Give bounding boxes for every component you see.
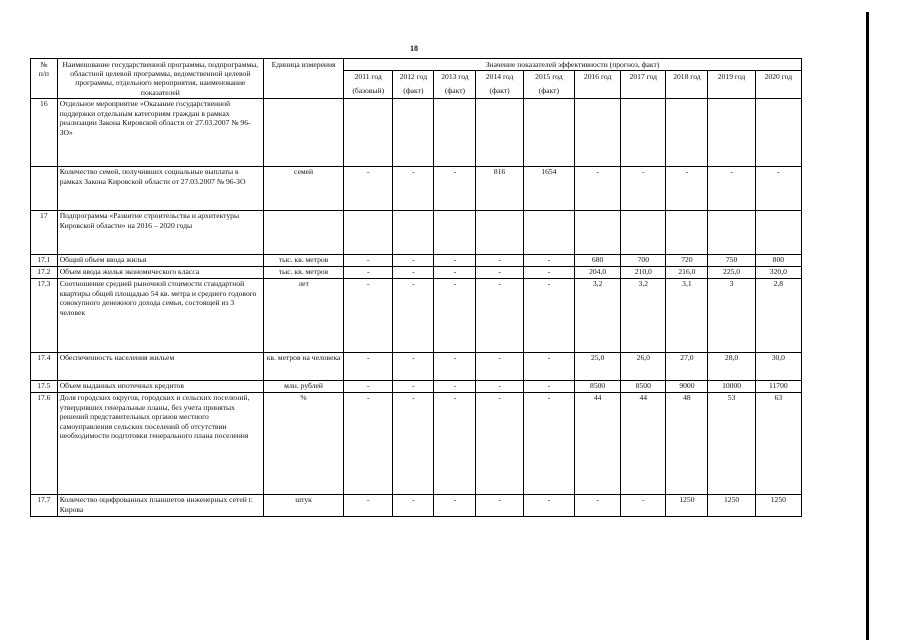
- header-values-group: Значение показателей эффективности (прогноз, факт): [344, 59, 802, 71]
- row-value: [708, 210, 755, 254]
- row-value: [344, 210, 393, 254]
- table-row: [31, 392, 802, 494]
- row-value: 216,0: [666, 266, 708, 278]
- header-year-0: [344, 71, 393, 99]
- header-year-label: 2017 год: [629, 71, 658, 81]
- row-value: [393, 210, 434, 254]
- row-value: -: [393, 266, 434, 278]
- row-value: 3,2: [575, 278, 621, 352]
- row-value: -: [523, 278, 574, 352]
- row-value: -: [393, 352, 434, 380]
- indicators-table: [30, 58, 802, 517]
- row-value: -: [575, 166, 621, 210]
- header-year-label: 2014 год: [485, 71, 514, 81]
- header-year-note: (факт): [489, 86, 510, 96]
- header-year-1: [393, 71, 434, 99]
- row-name: Количество семей, получивших социальные выплаты в рамках Закона Кировской области от 27.03.2007 № 96-ЗО: [57, 166, 263, 210]
- row-value: -: [708, 166, 755, 210]
- header-year-note: (базовый): [352, 86, 385, 96]
- row-number: 17.5: [31, 380, 58, 392]
- row-number: 17.6: [31, 392, 58, 494]
- row-value: -: [393, 392, 434, 494]
- header-year-note: (факт): [538, 86, 559, 96]
- row-unit: лет: [264, 278, 344, 352]
- header-year-note: (факт): [444, 86, 466, 96]
- row-value: 1250: [755, 494, 801, 516]
- row-unit: млн. рублей: [264, 380, 344, 392]
- header-year-label: 2013 год: [441, 71, 469, 81]
- row-value: 27,0: [666, 352, 708, 380]
- row-value: 8500: [575, 380, 621, 392]
- row-value: -: [393, 166, 434, 210]
- row-name: Подпрограмма «Развитие строительства и архитектуры Кировской области» на 2016 – 2020 годы: [57, 210, 263, 254]
- row-value: 63: [755, 392, 801, 494]
- header-year-label: 2019 год: [717, 71, 746, 81]
- scan-edge-line: [866, 12, 869, 640]
- row-value: -: [476, 352, 523, 380]
- row-number: [31, 166, 58, 210]
- row-value: 1250: [666, 494, 708, 516]
- table-header: [31, 59, 802, 99]
- row-value: -: [434, 278, 476, 352]
- row-value: [755, 98, 801, 166]
- table-row: [31, 210, 802, 254]
- row-value: 3: [708, 278, 755, 352]
- header-year-8: [708, 71, 755, 99]
- row-value: [523, 210, 574, 254]
- row-number: 17: [31, 210, 58, 254]
- row-value: -: [344, 166, 393, 210]
- row-value: -: [476, 392, 523, 494]
- row-unit: семей: [264, 166, 344, 210]
- row-number: 17.2: [31, 266, 58, 278]
- row-value: -: [621, 166, 666, 210]
- header-year-2: [434, 71, 476, 99]
- row-value: -: [393, 254, 434, 266]
- row-value: 30,0: [755, 352, 801, 380]
- row-value: 44: [621, 392, 666, 494]
- row-value: [575, 98, 621, 166]
- row-unit: тыс. кв. метров: [264, 254, 344, 266]
- row-value: 25,0: [575, 352, 621, 380]
- header-year-7: [666, 71, 708, 99]
- header-year-label: 2011 год: [354, 71, 382, 81]
- header-year-3: [476, 71, 523, 99]
- row-value: 204,0: [575, 266, 621, 278]
- row-name: Общий объем ввода жилья: [57, 254, 263, 266]
- row-value: 10000: [708, 380, 755, 392]
- row-value: 750: [708, 254, 755, 266]
- row-value: 210,0: [621, 266, 666, 278]
- row-value: -: [523, 254, 574, 266]
- row-number: 17.4: [31, 352, 58, 380]
- header-year-note: (факт): [403, 86, 424, 96]
- row-value: -: [621, 494, 666, 516]
- header-year-5: [575, 71, 621, 99]
- header-year-label: 2018 год: [673, 71, 701, 81]
- header-year-label: 2020 год: [764, 71, 793, 81]
- row-value: [393, 98, 434, 166]
- row-value: 225,0: [708, 266, 755, 278]
- row-value: -: [523, 380, 574, 392]
- row-number: 16: [31, 98, 58, 166]
- row-unit: [264, 98, 344, 166]
- header-year-9: [755, 71, 801, 99]
- row-value: 11700: [755, 380, 801, 392]
- row-name: Обеспеченность населения жильем: [57, 352, 263, 380]
- row-value: -: [344, 266, 393, 278]
- table-row: [31, 352, 802, 380]
- row-value: -: [476, 266, 523, 278]
- row-value: [621, 98, 666, 166]
- row-value: 1654: [523, 166, 574, 210]
- row-value: -: [434, 494, 476, 516]
- table-row: [31, 98, 802, 166]
- row-number: 17.1: [31, 254, 58, 266]
- header-year-label: 2012 год: [399, 71, 428, 81]
- row-value: 1250: [708, 494, 755, 516]
- row-value: -: [434, 380, 476, 392]
- row-value: 720: [666, 254, 708, 266]
- row-value: -: [344, 380, 393, 392]
- row-value: 800: [755, 254, 801, 266]
- row-value: 53: [708, 392, 755, 494]
- row-value: 48: [666, 392, 708, 494]
- row-value: [434, 98, 476, 166]
- page-number: 18: [410, 44, 418, 53]
- row-unit: %: [264, 392, 344, 494]
- row-value: 8500: [621, 380, 666, 392]
- row-value: -: [523, 392, 574, 494]
- row-value: -: [344, 494, 393, 516]
- row-value: -: [523, 494, 574, 516]
- row-name: Доля городских округов, городских и сельских поселений, утвердивших генеральные планы, без учета принятых решений представительных органов местного самоуправления сельских поселений об отсутствии необходимости подготовки генерального плана поселения: [57, 392, 263, 494]
- row-value: [666, 98, 708, 166]
- row-value: -: [666, 166, 708, 210]
- row-value: -: [523, 266, 574, 278]
- row-value: [575, 210, 621, 254]
- row-name: Объем ввода жилья экономического класса: [57, 266, 263, 278]
- row-unit: кв. метров на человека: [264, 352, 344, 380]
- row-name: Объем выданных ипотечных кредитов: [57, 380, 263, 392]
- row-value: -: [344, 392, 393, 494]
- table-row: [31, 166, 802, 210]
- row-value: -: [476, 254, 523, 266]
- row-name: Соотношение средней рыночной стоимости стандартной квартиры общей площадью 54 кв. метра и среднего годового совокупного денежного дохода семьи, состоящей из 3 человек: [57, 278, 263, 352]
- header-year-label: 2015 год: [535, 71, 563, 81]
- header-year-label: 2016 год: [583, 71, 612, 81]
- header-year-6: [621, 71, 666, 99]
- header-unit: Единица измерения: [264, 59, 344, 99]
- row-name: Количество оцифрованных планшетов инженерных сетей г. Кирова: [57, 494, 263, 516]
- row-value: -: [344, 254, 393, 266]
- table-row: [31, 494, 802, 516]
- table-row: [31, 278, 802, 352]
- row-value: [755, 210, 801, 254]
- row-value: -: [755, 166, 801, 210]
- row-value: 816: [476, 166, 523, 210]
- row-value: -: [434, 266, 476, 278]
- row-value: [621, 210, 666, 254]
- table-row: [31, 380, 802, 392]
- row-value: 2,8: [755, 278, 801, 352]
- row-number: 17.3: [31, 278, 58, 352]
- row-value: -: [344, 278, 393, 352]
- row-name: Отдельное мероприятие «Оказание государственной поддержки отдельным категориям граждан в рамках реализации Закона Кировской области от 27.03.2007 № 96-ЗО»: [57, 98, 263, 166]
- row-value: -: [434, 254, 476, 266]
- table-row: [31, 266, 802, 278]
- header-name: Наименование государственной программы, подпрограммы, областной целевой программы, ведомственной целевой программы, отдельного мероприятия, наименование показателей: [57, 59, 263, 99]
- row-value: [523, 98, 574, 166]
- row-unit: [264, 210, 344, 254]
- row-value: [476, 210, 523, 254]
- row-value: -: [434, 166, 476, 210]
- row-value: [476, 98, 523, 166]
- row-number: 17.7: [31, 494, 58, 516]
- row-value: 3,1: [666, 278, 708, 352]
- row-value: 700: [621, 254, 666, 266]
- row-value: -: [344, 352, 393, 380]
- row-unit: тыс. кв. метров: [264, 266, 344, 278]
- row-value: -: [434, 352, 476, 380]
- row-value: -: [476, 494, 523, 516]
- row-unit: штук: [264, 494, 344, 516]
- row-value: -: [476, 278, 523, 352]
- row-value: -: [575, 494, 621, 516]
- header-year-4: [523, 71, 574, 99]
- row-value: 44: [575, 392, 621, 494]
- row-value: 3,2: [621, 278, 666, 352]
- row-value: [666, 210, 708, 254]
- row-value: [434, 210, 476, 254]
- row-value: [708, 98, 755, 166]
- row-value: [344, 98, 393, 166]
- row-value: 9000: [666, 380, 708, 392]
- header-number: № п/п: [31, 59, 58, 99]
- row-value: 26,0: [621, 352, 666, 380]
- row-value: -: [393, 278, 434, 352]
- table-body: [31, 98, 802, 516]
- row-value: -: [476, 380, 523, 392]
- row-value: 320,0: [755, 266, 801, 278]
- row-value: -: [393, 380, 434, 392]
- table-row: [31, 254, 802, 266]
- row-value: -: [434, 392, 476, 494]
- row-value: -: [523, 352, 574, 380]
- row-value: -: [393, 494, 434, 516]
- row-value: 28,0: [708, 352, 755, 380]
- row-value: 680: [575, 254, 621, 266]
